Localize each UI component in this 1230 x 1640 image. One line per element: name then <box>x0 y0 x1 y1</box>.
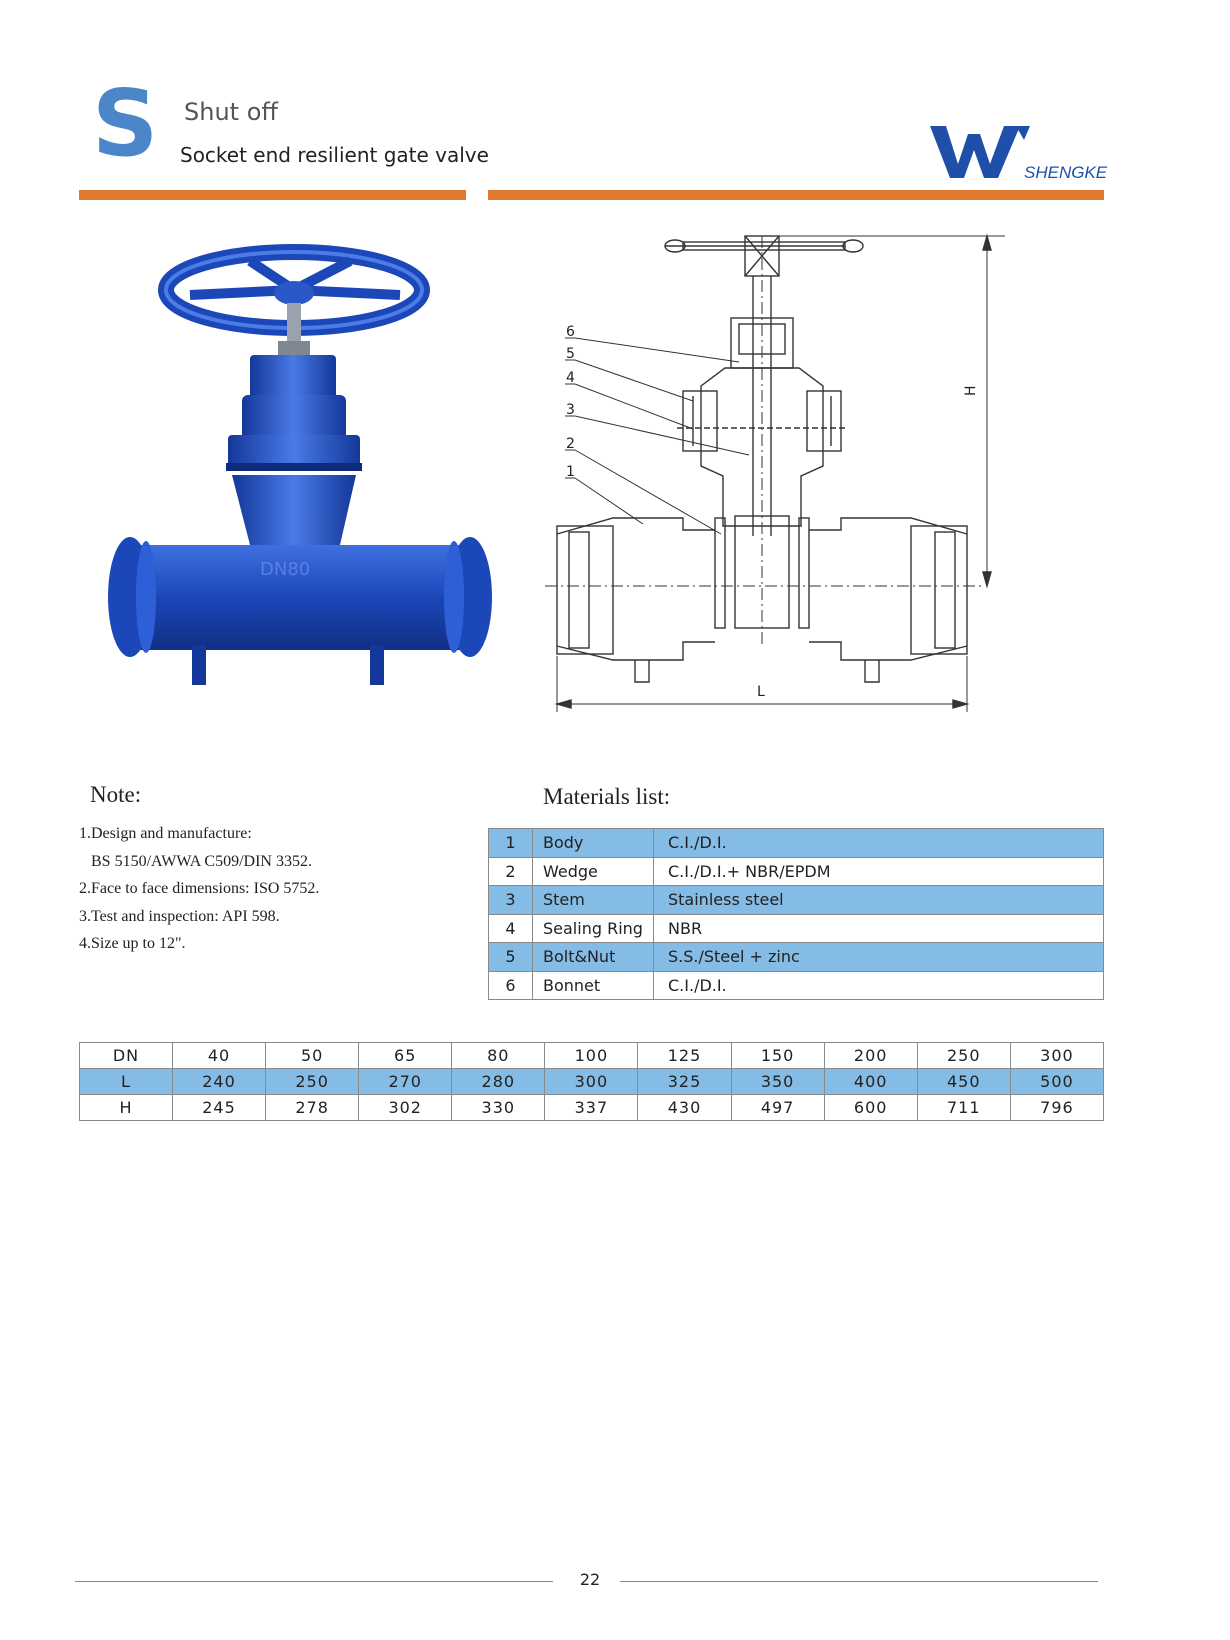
part-material: C.I./D.I.+ NBR/EPDM <box>654 857 1104 886</box>
table-row <box>80 1043 1104 1069</box>
part-material: C.I./D.I. <box>654 829 1104 858</box>
table-row <box>489 829 1104 858</box>
svg-text:1: 1 <box>566 464 575 480</box>
footer-rule-left <box>75 1581 553 1582</box>
table-cell: 300 <box>1010 1043 1103 1069</box>
table-row <box>489 886 1104 915</box>
note-item: 3.Test and inspection: API 598. <box>79 907 280 925</box>
table-cell: 430 <box>638 1095 731 1121</box>
product-title: Socket end resilient gate valve <box>180 143 489 167</box>
table-cell: 337 <box>545 1095 638 1121</box>
table-cell: 250 <box>917 1043 1010 1069</box>
part-number: 3 <box>489 886 533 915</box>
section-letter: S <box>92 70 159 177</box>
header-rule-right <box>488 190 1104 200</box>
table-cell: 350 <box>731 1069 824 1095</box>
svg-text:6: 6 <box>566 324 575 340</box>
note-item: 1.Design and manufacture: <box>79 825 252 842</box>
header-rule-left <box>79 190 466 200</box>
table-cell: 240 <box>172 1069 265 1095</box>
note-item: BS 5150/AWWA C509/DIN 3352. <box>91 852 312 870</box>
table-cell: 40 <box>172 1043 265 1069</box>
materials-table <box>488 828 1104 1000</box>
note-item: 4.Size up to 12". <box>79 935 186 952</box>
materials-title: Materials list: <box>543 784 671 809</box>
part-name: Body <box>533 829 654 858</box>
svg-text:L: L <box>757 684 765 700</box>
table-cell: 278 <box>266 1095 359 1121</box>
table-cell: 65 <box>359 1043 452 1069</box>
table-cell: 250 <box>266 1069 359 1095</box>
part-number: 4 <box>489 914 533 943</box>
part-material: NBR <box>654 914 1104 943</box>
part-name: Stem <box>533 886 654 915</box>
part-name: Sealing Ring <box>533 914 654 943</box>
note-item: 2.Face to face dimensions: ISO 5752. <box>79 880 320 897</box>
svg-text:SHENGKE: SHENGKE <box>1024 163 1108 182</box>
table-row <box>489 943 1104 972</box>
table-cell: 50 <box>266 1043 359 1069</box>
table-cell: 796 <box>1010 1095 1103 1121</box>
table-row <box>489 914 1104 943</box>
part-material: C.I./D.I. <box>654 971 1104 1000</box>
svg-text:3: 3 <box>566 402 575 418</box>
part-number: 5 <box>489 943 533 972</box>
svg-text:2: 2 <box>566 436 575 452</box>
shengke-logo <box>928 120 1108 186</box>
footer-rule-right <box>620 1581 1098 1582</box>
svg-text:H: H <box>963 385 979 396</box>
svg-text:5: 5 <box>566 346 575 362</box>
table-cell: 497 <box>731 1095 824 1121</box>
row-label: H <box>80 1095 173 1121</box>
table-cell: 300 <box>545 1069 638 1095</box>
note-list <box>79 820 319 958</box>
table-row <box>489 857 1104 886</box>
table-cell: 500 <box>1010 1069 1103 1095</box>
table-cell: 270 <box>359 1069 452 1095</box>
table-cell: 150 <box>731 1043 824 1069</box>
part-name: Wedge <box>533 857 654 886</box>
part-material: Stainless steel <box>654 886 1104 915</box>
valve-photo <box>100 245 500 735</box>
table-cell: 302 <box>359 1095 452 1121</box>
table-cell: 600 <box>824 1095 917 1121</box>
category-title: Shut off <box>184 98 278 126</box>
part-number: 1 <box>489 829 533 858</box>
part-number: 6 <box>489 971 533 1000</box>
table-cell: 280 <box>452 1069 545 1095</box>
part-name: Bonnet <box>533 971 654 1000</box>
table-cell: 245 <box>172 1095 265 1121</box>
table-cell: 711 <box>917 1095 1010 1121</box>
table-cell: 450 <box>917 1069 1010 1095</box>
table-row <box>489 971 1104 1000</box>
row-label: L <box>80 1069 173 1095</box>
row-label: DN <box>80 1043 173 1069</box>
table-row <box>80 1069 1104 1095</box>
part-number: 2 <box>489 857 533 886</box>
part-material: S.S./Steel + zinc <box>654 943 1104 972</box>
table-cell: 400 <box>824 1069 917 1095</box>
dimensions-table <box>79 1042 1104 1121</box>
page-number: 22 <box>579 1570 601 1589</box>
note-title: Note: <box>90 782 142 807</box>
table-cell: 100 <box>545 1043 638 1069</box>
table-cell: 80 <box>452 1043 545 1069</box>
part-name: Bolt&Nut <box>533 943 654 972</box>
table-cell: 200 <box>824 1043 917 1069</box>
table-cell: 325 <box>638 1069 731 1095</box>
svg-text:4: 4 <box>566 370 575 386</box>
table-cell: 330 <box>452 1095 545 1121</box>
svg-text:DN80: DN80 <box>260 559 311 580</box>
table-cell: 125 <box>638 1043 731 1069</box>
valve-section-drawing <box>565 236 1025 756</box>
table-row <box>80 1095 1104 1121</box>
